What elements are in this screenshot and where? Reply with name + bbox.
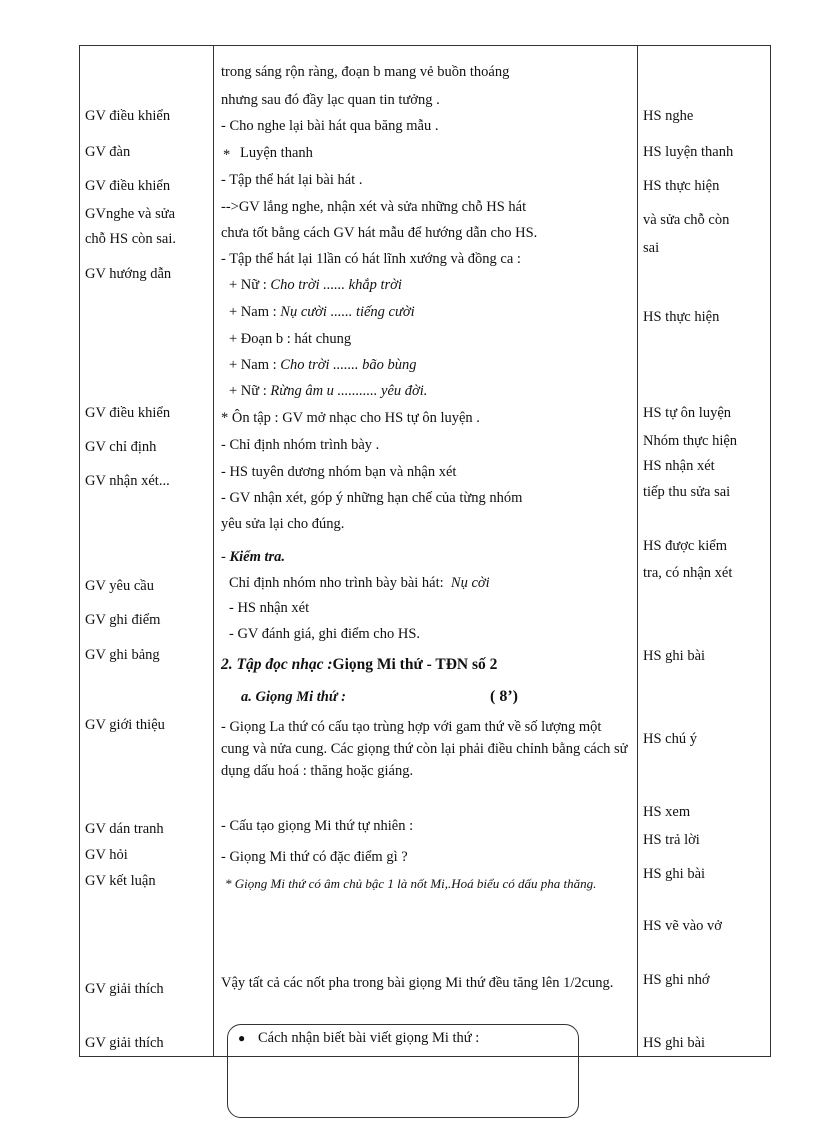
part-lyrics: Nụ cười ...... tiếng cười — [280, 304, 415, 320]
content-line: - Chỉ định nhóm trình bày . — [221, 437, 380, 453]
section-title: Giọng Mi thứ - TĐN số 2 — [332, 656, 498, 673]
chi-dinh-nhom-text: Chỉ định nhóm nho trình bày bài hát: — [229, 575, 444, 591]
subsection-a-duration: ( 8’) — [490, 688, 518, 705]
student-activity: HS ghi bài — [643, 866, 706, 882]
student-activity: HS được kiểm — [643, 538, 727, 554]
student-activity: tra, có nhận xét — [643, 565, 733, 581]
song-name: Nụ cời — [450, 575, 490, 591]
content-line: - HS tuyên dương nhóm bạn và nhận xét — [221, 464, 457, 480]
table-divider-2 — [637, 45, 638, 1057]
part-lyrics: Rừng âm u ........... yêu đời. — [270, 383, 428, 399]
teacher-activity: chỗ HS còn sai. — [85, 231, 177, 247]
kiem-tra-heading — [221, 549, 285, 566]
content-line: - Tập thể hát lại 1lần có hát lĩnh xướng và đồng ca : — [221, 251, 521, 267]
section-label: Tập đọc nhạc : — [236, 656, 333, 673]
teacher-activity: GVnghe và sửa — [85, 206, 176, 222]
teacher-activity: GV giới thiệu — [85, 717, 165, 733]
student-activity: HS nhận xét — [643, 458, 715, 474]
part-nam-2 — [229, 357, 417, 374]
part-lyrics: Cho trời ...... khắp trời — [270, 277, 402, 293]
teacher-activity: GV nhận xét... — [85, 473, 170, 489]
student-activity: HS thực hiện — [643, 178, 720, 194]
giong-la-paragraph: - Giọng La thứ có cấu tạo trùng hợp với gam thứ về số lượng một cung và nửa cung. Các giọng thứ còn lại phải điều chỉnh bằng cách sử dụng dấu hoá : thăng hoặc giáng. — [221, 719, 628, 779]
content-line: - GV đánh giá, ghi điểm cho HS. — [229, 626, 421, 642]
teacher-activity: GV ghi bảng — [85, 647, 160, 663]
student-activity: Nhóm thực hiện — [643, 433, 738, 449]
teacher-activity: GV yêu cầu — [85, 578, 154, 594]
content-line: chưa tốt bằng cách GV hát mẫu để hướng dẫn cho HS. — [221, 225, 538, 241]
teacher-activity: GV hỏi — [85, 847, 128, 863]
content-line: - HS nhận xét — [229, 600, 310, 616]
content-line: * Ôn tập : GV mở nhạc cho HS tự ôn luyện . — [221, 410, 480, 426]
content-line: nhưng sau đó đầy lạc quan tin tưởng . — [221, 92, 440, 108]
teacher-activity: GV dán tranh — [85, 821, 164, 837]
teacher-activity: GV ghi điểm — [85, 612, 161, 628]
teacher-activity: GV điều khiển — [85, 405, 171, 421]
student-activity: HS trả lời — [643, 832, 700, 848]
section-number: 2. — [221, 656, 233, 673]
content-line — [229, 575, 490, 592]
luyen-thanh-bullet: * — [223, 147, 231, 163]
content-line: - Giọng Mi thứ có đặc điểm gì ? — [221, 849, 408, 865]
part-lyrics: Cho trời ....... bão bùng — [280, 357, 417, 373]
part-nam-1 — [229, 304, 415, 321]
student-activity: HS nghe — [643, 108, 694, 124]
vay-tat-ca-paragraph: Vậy tất cả các nốt pha trong bài giọng Mi thứ đều tăng lên 1/2cung. — [221, 975, 614, 991]
teacher-activity: GV kết luận — [85, 873, 156, 889]
teacher-activity: GV giải thích — [85, 981, 164, 997]
content-line: trong sáng rộn ràng, đoạn b mang vẻ buồn thoáng — [221, 64, 510, 80]
student-activity: HS xem — [643, 804, 691, 820]
part-nu-1 — [229, 277, 402, 294]
bullet-icon: ● — [238, 1031, 246, 1045]
student-activity: HS vẽ vào vở — [643, 918, 722, 934]
teacher-activity: GV đàn — [85, 144, 131, 160]
part-label: + Nam : — [229, 304, 281, 320]
content-line: -->GV lắng nghe, nhận xét và sửa những chỗ HS hát — [221, 199, 527, 215]
callout-text: Cách nhận biết bài viết giọng Mi thứ : — [258, 1030, 480, 1046]
teacher-activity: GV giải thích — [85, 1035, 164, 1051]
student-activity: sai — [643, 240, 660, 256]
content-line: yêu sửa lại cho đúng. — [221, 516, 345, 532]
content-line: - Cấu tạo giọng Mi thứ tự nhiên : — [221, 818, 414, 834]
content-line: Luyện thanh — [240, 145, 313, 161]
content-line: - GV nhận xét, góp ý những hạn chế của từng nhóm — [221, 490, 523, 506]
ket-luan-note: * Giọng Mi thứ có âm chủ bậc 1 là nốt Mi,.Hoá biểu có dấu pha thăng. — [225, 876, 597, 891]
content-line: - Cho nghe lại bài hát qua băng mẫu . — [221, 118, 439, 134]
student-activity: HS luyện thanh — [643, 144, 734, 160]
student-activity: tiếp thu sửa sai — [643, 484, 731, 500]
section-2-heading — [221, 656, 497, 674]
student-activity: và sửa chỗ còn — [643, 212, 730, 228]
table-divider-1 — [213, 45, 214, 1057]
table-border-left — [79, 45, 80, 1057]
student-activity: HS ghi bài — [643, 1035, 706, 1051]
callout-box — [227, 1024, 579, 1118]
part-doan-b: + Đoạn b : hát chung — [229, 331, 352, 347]
part-nu-2 — [229, 383, 427, 400]
part-label: + Nam : — [229, 357, 281, 373]
subsection-a-title: a. Giọng Mi thứ : — [241, 689, 346, 705]
part-label: + Nữ : — [229, 383, 271, 399]
part-label: + Nữ : — [229, 277, 271, 293]
kiem-tra-label: Kiểm tra. — [229, 549, 286, 565]
table-border-top — [79, 45, 771, 46]
kiem-tra-dash: - — [221, 549, 230, 565]
student-activity: HS ghi bài — [643, 648, 706, 664]
teacher-activity: GV điều khiển — [85, 178, 171, 194]
content-line: - Tập thể hát lại bài hát . — [221, 172, 363, 188]
student-activity: HS tự ôn luyện — [643, 405, 732, 421]
student-activity: HS thực hiện — [643, 309, 720, 325]
teacher-activity: GV điều khiển — [85, 108, 171, 124]
student-activity: HS chú ý — [643, 731, 697, 747]
table-border-right — [770, 45, 771, 1057]
teacher-activity: GV hướng dẫn — [85, 266, 172, 282]
student-activity: HS ghi nhớ — [643, 972, 710, 988]
teacher-activity: GV chỉ định — [85, 439, 157, 455]
